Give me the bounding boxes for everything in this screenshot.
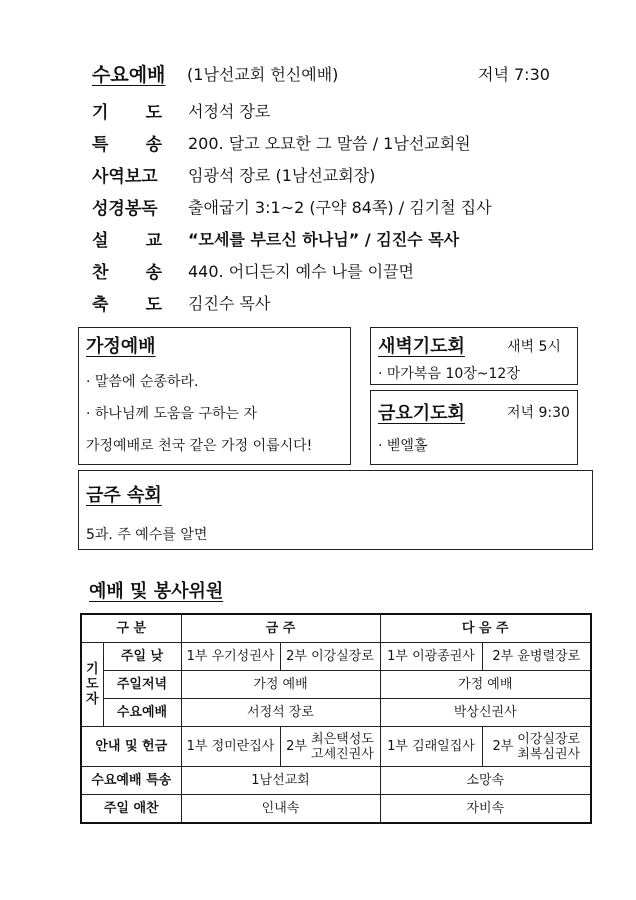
wednesday-subtitle: (1남선교회 헌신예배) xyxy=(187,65,339,84)
friday-prayer-time: 저녁 9:30 xyxy=(507,405,570,421)
cell: 자비속 xyxy=(380,795,591,824)
family-worship-box xyxy=(78,327,351,465)
row-label: 수요예배 특송 xyxy=(81,767,181,795)
row-label: 주일저녁 xyxy=(103,671,181,699)
dawn-prayer-title: 새벽기도회 xyxy=(378,336,465,357)
order-value: 임광석 장로 (1남선교회장) xyxy=(188,166,376,185)
cell: 1부 김래일집사 xyxy=(380,727,482,767)
family-line: · 하나님께 도움을 구하는 자 xyxy=(86,406,258,422)
friday-prayer-box xyxy=(370,390,578,465)
service-title: 예배 및 봉사위원 xyxy=(89,581,224,602)
friday-prayer-line: · 벧엘홀 xyxy=(378,438,428,454)
order-label: 특 송 xyxy=(92,135,162,155)
cell: 2부 이강실장로 최복심권사 xyxy=(482,727,591,767)
order-label: 축 도 xyxy=(92,295,162,315)
cell-meeting-title: 금주 속회 xyxy=(86,485,162,506)
family-line: · 말씀에 순종하라. xyxy=(86,374,199,390)
table-row xyxy=(81,795,591,824)
table-row xyxy=(81,767,591,795)
cell: 가정 예배 xyxy=(181,671,380,699)
row-label: 수요예배 xyxy=(103,699,181,727)
order-value: 서정석 장로 xyxy=(188,102,271,121)
cell: 2부 최은택성도 고세진권사 xyxy=(280,727,380,767)
wednesday-title: 수요예배 xyxy=(92,64,166,86)
header-next-week: 다 음 주 xyxy=(380,614,591,643)
order-label: 찬 송 xyxy=(92,263,162,283)
row-label: 안내 및 헌금 xyxy=(81,727,181,767)
cell: 1부 정미란집사 xyxy=(181,727,280,767)
cell: 2부 윤병렬장로 xyxy=(482,643,591,671)
order-label: 사역보고 xyxy=(92,167,158,187)
service-table xyxy=(80,613,592,824)
cell-meeting-box xyxy=(78,470,593,550)
order-label: 성경봉독 xyxy=(92,199,158,219)
header-this-week: 금 주 xyxy=(181,614,380,643)
prayer-group-label: 기 도 자 xyxy=(81,643,103,727)
cell: 박상신권사 xyxy=(380,699,591,727)
cell: 1부 우기성권사 xyxy=(181,643,280,671)
table-row xyxy=(81,727,591,767)
header-category: 구 분 xyxy=(81,614,181,643)
row-label: 주일 애찬 xyxy=(81,795,181,824)
family-worship-title: 가정예배 xyxy=(86,336,156,357)
dawn-prayer-time: 새벽 5시 xyxy=(507,339,561,355)
order-value: 440. 어디든지 예수 나를 이끌면 xyxy=(188,262,414,281)
order-value: 출애굽기 3:1~2 (구약 84쪽) / 김기철 집사 xyxy=(188,198,492,217)
table-row xyxy=(81,643,591,671)
row-label: 주일 낮 xyxy=(103,643,181,671)
dawn-prayer-line: · 마가복음 10장~12장 xyxy=(378,366,520,382)
family-line: 가정예배로 천국 같은 가정 이룹시다! xyxy=(86,438,313,454)
cell: 인내속 xyxy=(181,795,380,824)
cell: 2부 이강실장로 xyxy=(280,643,380,671)
dawn-prayer-box xyxy=(370,327,578,385)
wednesday-time: 저녁 7:30 xyxy=(478,65,550,84)
table-header-row xyxy=(81,614,591,643)
table-row xyxy=(81,699,591,727)
cell: 서정석 장로 xyxy=(181,699,380,727)
cell: 가정 예배 xyxy=(380,671,591,699)
order-label: 기 도 xyxy=(92,103,162,123)
cell: 1부 이광종권사 xyxy=(380,643,482,671)
cell: 1남선교회 xyxy=(181,767,380,795)
order-value: 김진수 목사 xyxy=(188,294,271,313)
friday-prayer-title: 금요기도회 xyxy=(378,403,465,424)
table-row xyxy=(81,671,591,699)
order-value: 200. 달고 오묘한 그 말씀 / 1남선교회원 xyxy=(188,134,471,153)
order-label: 설 교 xyxy=(92,231,162,251)
order-value: “모세를 부르신 하나님” / 김진수 목사 xyxy=(188,230,460,249)
cell-meeting-line: 5과. 주 예수를 알면 xyxy=(86,527,208,543)
cell: 소망속 xyxy=(380,767,591,795)
